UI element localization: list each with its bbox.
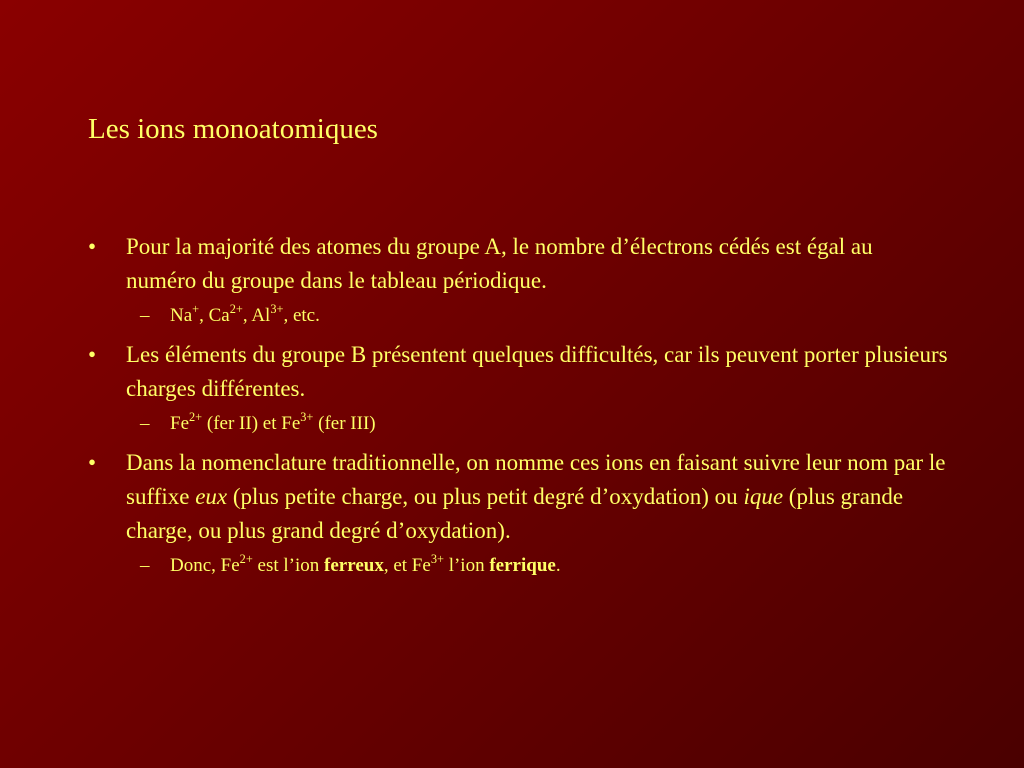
ion-text: Na+, $Ca^{2+}$, $Al^{3+}$, etc. bbox=[170, 301, 320, 326]
bullet-symbol: • bbox=[88, 450, 97, 475]
dash-symbol: – bbox=[140, 555, 150, 576]
bullet-item-1 bbox=[88, 230, 948, 298]
bullet-text: Dans la nomenclature traditionnelle, on nomme ces ions en faisant suivre leur nom par le suffixe eux (plus petite charge, ou plus petit degré d’oxydation) ou ique (plus grande charge, ou plus grand degré d’oxydation). bbox=[126, 450, 946, 543]
dash-symbol: – bbox=[140, 305, 150, 326]
bullet-item-2 bbox=[88, 338, 948, 406]
bullet-item-3 bbox=[88, 446, 948, 548]
sub-item-3 bbox=[88, 552, 948, 580]
sub-item-1 bbox=[88, 302, 948, 330]
bullet-list bbox=[88, 230, 948, 588]
dash-symbol: – bbox=[140, 413, 150, 434]
ion-text: $Fe^{2+}$ (fer II) et $Fe^{3+}$ (fer III) bbox=[170, 409, 376, 434]
sub-item-2 bbox=[88, 410, 948, 438]
bullet-symbol: • bbox=[88, 234, 97, 259]
bullet-text: Les éléments du groupe B présentent quelques difficultés, car ils peuvent porter plusieurs charges différentes. bbox=[126, 342, 948, 401]
slide-title: Les ions monoatomiques bbox=[88, 113, 378, 145]
bullet-text: Pour la majorité des atomes du groupe A, le nombre d’électrons cédés est égal au numéro du groupe dans le tableau périodique. bbox=[126, 234, 873, 293]
ion-text: Donc, $Fe^{2+}$ est l’ion ferreux, et $Fe^{3+}$ l’ion ferrique. bbox=[170, 551, 561, 576]
bullet-symbol: • bbox=[88, 342, 97, 367]
